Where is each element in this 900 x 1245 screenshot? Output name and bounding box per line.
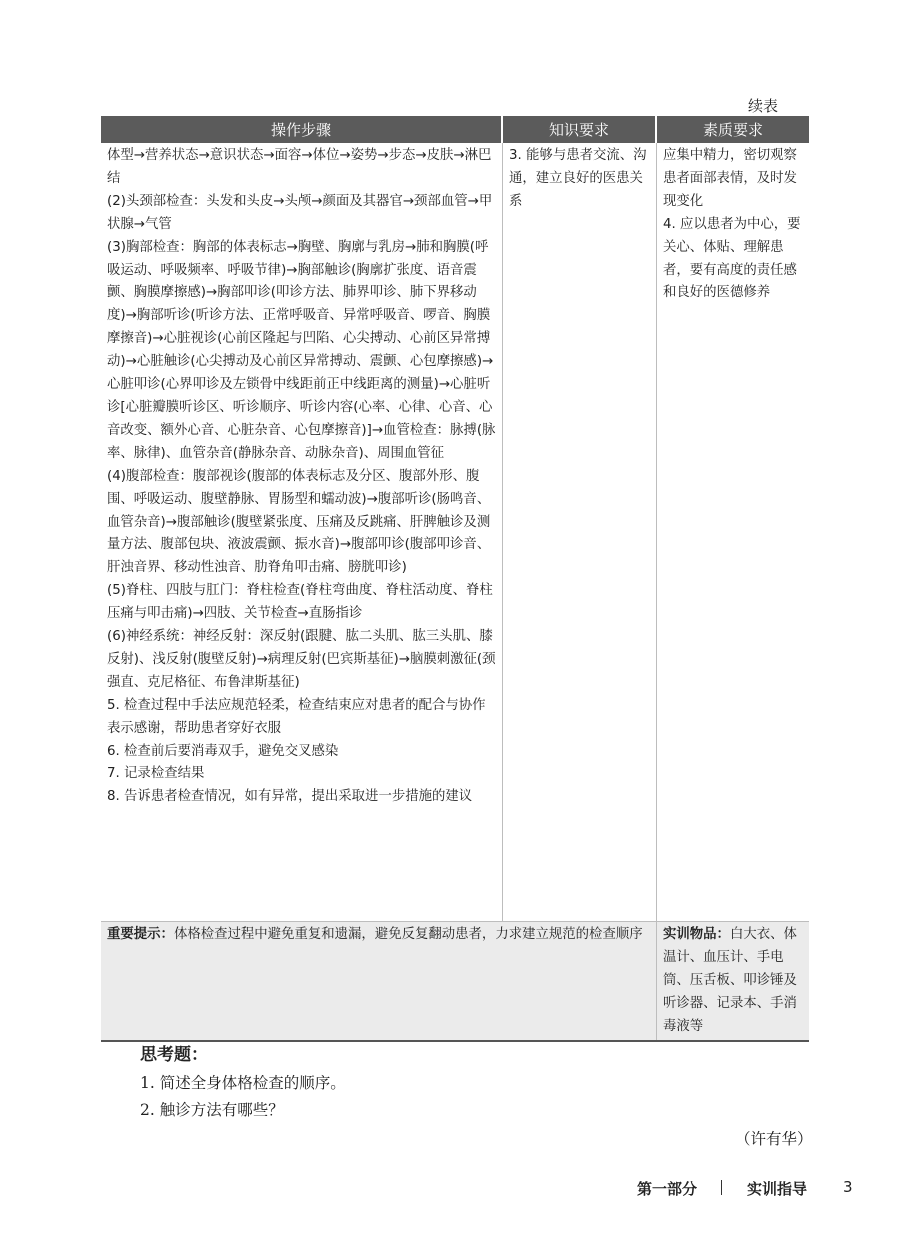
header-steps: 操作步骤: [101, 116, 503, 143]
table-body: [101, 143, 809, 921]
tip-text: 体格检查过程中避免重复和遗漏，避免反复翻动患者，力求建立规范的检查顺序: [173, 927, 643, 942]
training-items: [657, 922, 809, 1040]
table-footer: [101, 921, 809, 1042]
footer-section: 实训指导: [747, 1180, 808, 1198]
table-header: [101, 116, 809, 143]
header-quality: 素质要求: [657, 116, 809, 143]
items-label: 实训物品：: [663, 927, 730, 942]
step-item: (6)神经系统：神经反射：深反射(跟腱、肱二头肌、肱三头肌、膝反射)、浅反射(腹壁反射)→病理反射(巴宾斯基征)→脑膜刺激征(颈强直、克尼格征、布鲁津斯基征): [107, 629, 496, 690]
step-item: 6. 检查前后要消毒双手，避免交叉感染: [107, 743, 339, 759]
step-item: (4)腹部检查：腹部视诊(腹部的体表标志及分区、腹部外形、腹围、呼吸运动、腹壁静脉、胃肠型和蠕动波)→腹部听诊(肠鸣音、血管杂音)→腹部触诊(腹壁紧张度、压痛及反跳痛、肝脾触诊及测量方法、腹部包块、液波震颤、振水音)→腹部叩诊(腹部叩诊音、肝浊音界、移动性浊音、肋脊角叩击痛、膀胱叩诊): [107, 468, 491, 576]
knowledge-cell: [503, 143, 657, 921]
question-2: 2. 触诊方法有哪些？: [140, 1101, 284, 1119]
step-item: 7. 记录检查结果: [107, 766, 205, 782]
knowledge-item: 3. 能够与患者交流、沟通，建立良好的医患关系: [509, 148, 647, 209]
step-item: (5)脊柱、四肢与肛门：脊柱检查(脊柱弯曲度、脊柱活动度、脊柱压痛与叩击痛)→四肢、关节检查→直肠指诊: [107, 583, 493, 622]
question-1: 1. 简述全身体格检查的顺序。: [140, 1074, 346, 1092]
steps-cell: [101, 143, 503, 921]
step-item: 5. 检查过程中手法应规范轻柔，检查结束应对患者的配合与协作表示感谢，帮助患者穿好衣服: [107, 697, 486, 736]
training-table: [101, 116, 809, 1042]
author: （许有华）: [735, 1130, 813, 1148]
continued-label: 续表: [748, 97, 779, 115]
important-tip: [101, 922, 657, 1040]
footer-part: 第一部分: [637, 1180, 698, 1198]
footer-separator: [721, 1180, 722, 1195]
questions-title: 思考题：: [140, 1045, 208, 1065]
quality-item: 应集中精力，密切观察患者面部表情，及时发现变化: [663, 148, 797, 209]
step-item: (3)胸部检查：胸部的体表标志→胸壁、胸廓与乳房→肺和胸膜(呼吸运动、呼吸频率、呼吸节律)→胸部触诊(胸廓扩张度、语音震颤、胸膜摩擦感)→胸部叩诊(叩诊方法、肺界叩诊、肺下界移动度)→胸部听诊(听诊方法、正常呼吸音、异常呼吸音、啰音、胸膜摩擦音)→心脏视诊(心前区隆起与凹陷、心尖搏动、心前区异常搏动)→心脏触诊(心尖搏动及心前区异常搏动、震颤、心包摩擦感)→心脏叩诊(心界叩诊及左锁骨中线距前正中线距离的测量)→心脏听诊[心脏瓣膜听诊区、听诊顺序、听诊内容(心率、心律、心音、心音改变、额外心音、心脏杂音、心包摩擦音)]→血管检查：脉搏(脉率、脉律)、血管杂音(静脉杂音、动脉杂音)、周围血管征: [107, 239, 496, 461]
header-knowledge: 知识要求: [503, 116, 657, 143]
page-number: 3: [843, 1178, 853, 1196]
step-item: (2)头颈部检查：头发和头皮→头颅→颜面及其器官→颈部血管→甲状腺→气管: [107, 193, 493, 232]
quality-cell: [657, 143, 809, 921]
tip-label: 重要提示：: [107, 927, 174, 942]
step-item: 体型→营养状态→意识状态→面容→体位→姿势→步态→皮肤→淋巴结: [107, 148, 492, 186]
quality-item: 4. 应以患者为中心，要关心、体贴、理解患者，要有高度的责任感和良好的医德修养: [663, 216, 801, 301]
step-item: 8. 告诉患者检查情况，如有异常，提出采取进一步措施的建议: [107, 789, 473, 805]
items-text: 白大衣、体温计、血压计、手电筒、压舌板、叩诊锤及听诊器、记录本、手消毒液等: [663, 927, 797, 1034]
